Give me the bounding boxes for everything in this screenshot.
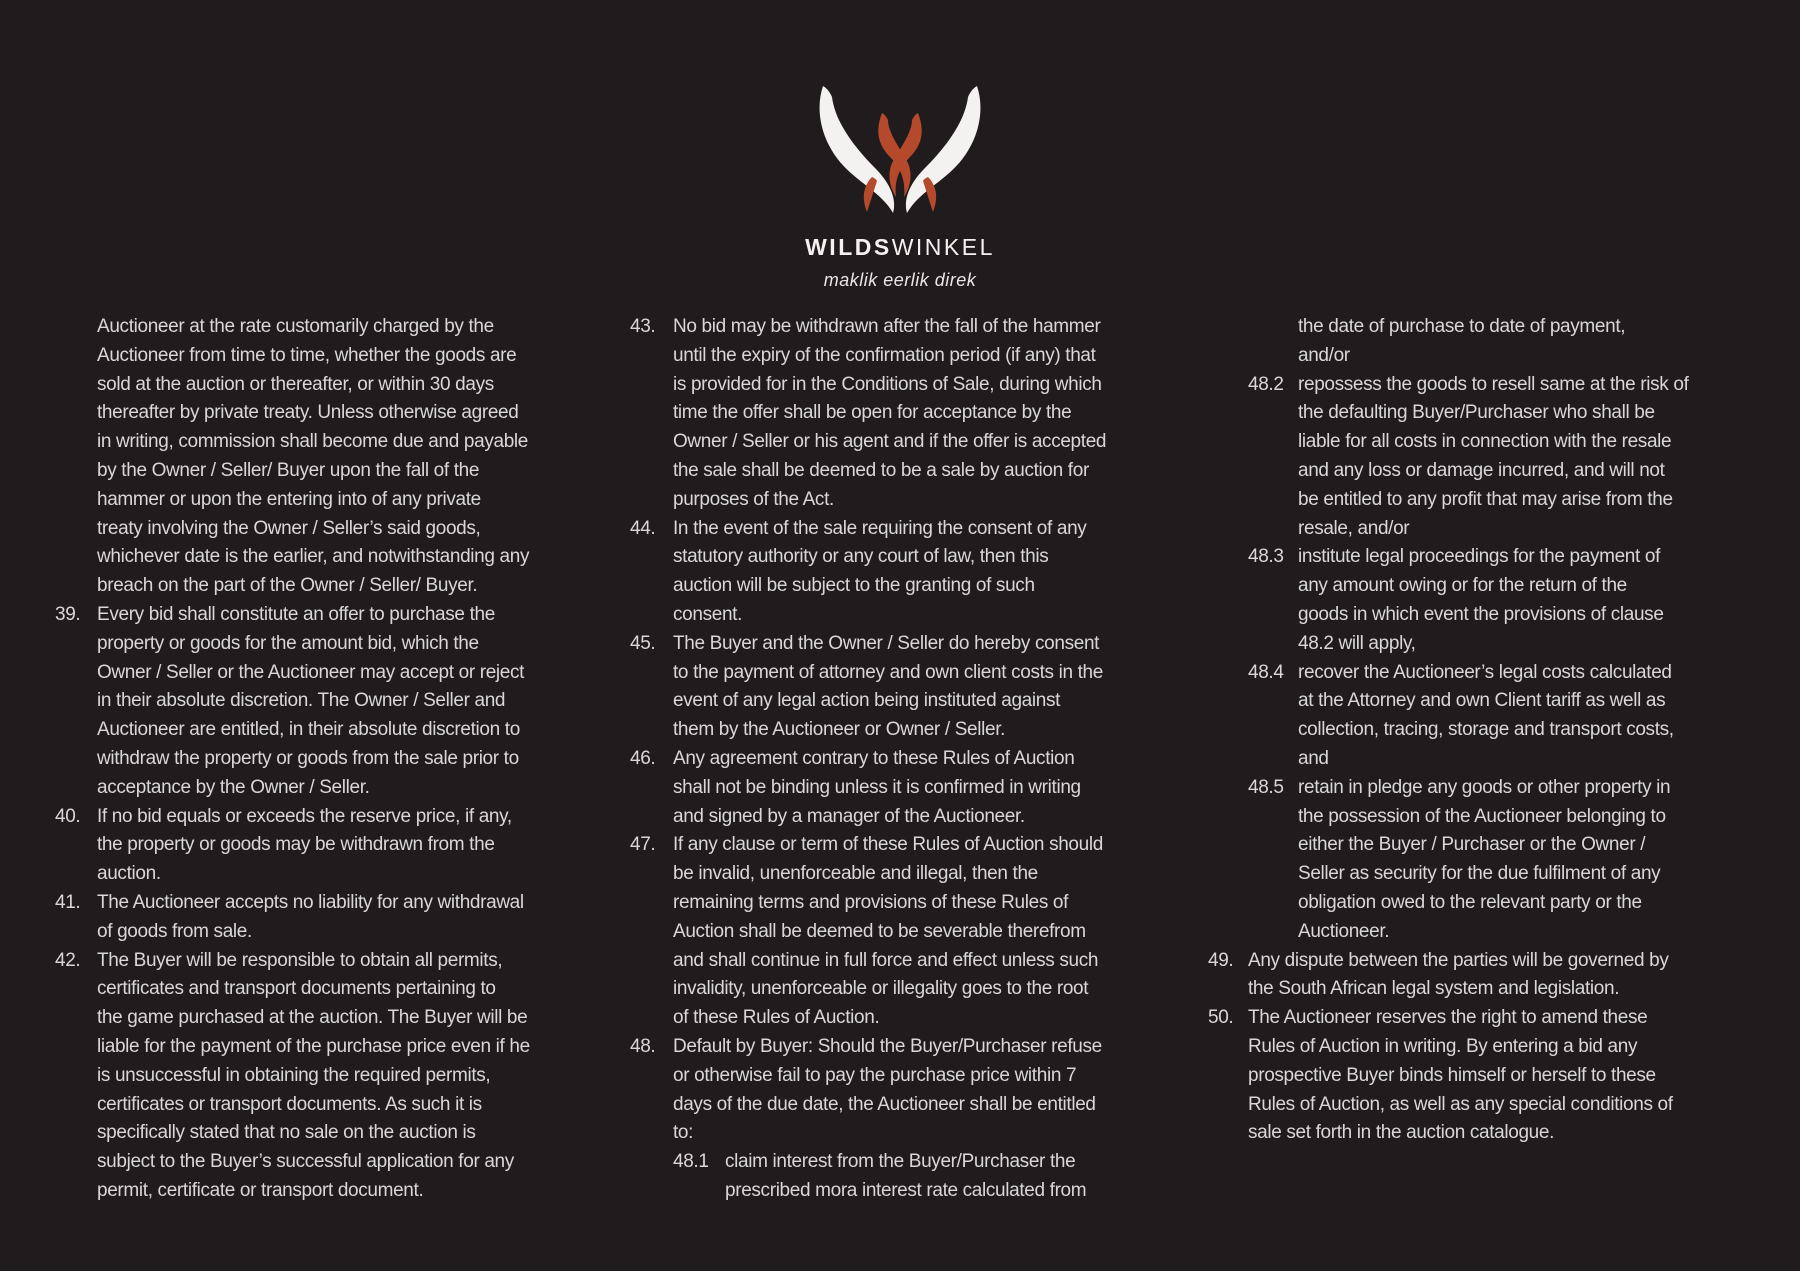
clause-text <box>1298 774 1788 947</box>
wildswinkel-horns-icon <box>812 84 988 226</box>
clause-text-line: treaty involving the Owner / Seller’s said goods, <box>97 517 481 539</box>
clause-43 <box>630 313 1200 515</box>
brand-wordmark-light: WINKEL <box>891 234 995 260</box>
clause-49 <box>1208 947 1788 1005</box>
clause-text-line: Rules of Auction in writing. By entering a bid any <box>1248 1035 1638 1057</box>
clause-text-line: auction will be subject to the granting of such <box>673 575 1035 597</box>
clause-text-line: the possession of the Auctioneer belonging to <box>1298 805 1666 827</box>
clause-continuation <box>55 313 620 601</box>
clause-number: 48.4 <box>1248 661 1284 683</box>
clause-text-line: liable for the payment of the purchase price even if he <box>97 1035 530 1057</box>
clause-text-line: institute legal proceedings for the payment of <box>1298 546 1661 568</box>
clause-text-line: acceptance by the Owner / Seller. <box>97 776 370 798</box>
clause-text <box>1298 313 1788 371</box>
clause-48 <box>630 1033 1200 1148</box>
clause-text-line: statutory authority or any court of law, then this <box>673 546 1049 568</box>
clause-number: 48.1 <box>673 1151 709 1173</box>
clause-text <box>97 601 620 803</box>
clause-text-line: The Auctioneer reserves the right to amend these <box>1248 1007 1648 1029</box>
clause-text-line: subject to the Buyer’s successful application for any <box>97 1151 514 1173</box>
clause-text <box>1248 947 1788 1005</box>
clause-text-line: Owner / Seller or the Auctioneer may accept or reject <box>97 661 525 683</box>
clause-text-line: purposes of the Act. <box>673 488 834 510</box>
clause-text-line: The Buyer and the Owner / Seller do hereby consent <box>673 632 1100 654</box>
clause-text <box>673 1033 1200 1148</box>
clause-text-line: Owner / Seller or his agent and if the offer is accepted <box>673 431 1107 453</box>
clause-number: 45. <box>630 632 656 654</box>
clause-text-line: obligation owed to the relevant party or the <box>1298 891 1642 913</box>
clause-text-line: Auctioneer at the rate customarily charged by the <box>97 316 494 337</box>
brand-wordmark-bold: WILDS <box>805 234 892 260</box>
clause-text <box>725 1148 1200 1206</box>
clause-text-line: hammer or upon the entering into of any private <box>97 488 481 510</box>
clause-text-line: auction. <box>97 863 161 885</box>
clause-text-line: Every bid shall constitute an offer to purchase the <box>97 603 495 625</box>
clause-number: 49. <box>1208 949 1234 971</box>
clause-text <box>1248 1004 1788 1148</box>
clause-number: 47. <box>630 834 656 856</box>
rules-column-1 <box>55 313 620 1206</box>
clause-number: 40. <box>55 805 81 827</box>
clause-text-line: consent. <box>673 603 743 625</box>
clause-text-line: thereafter by private treaty. Unless otherwise agreed <box>97 402 519 424</box>
clause-48-3 <box>1248 543 1788 658</box>
clause-text-line: resale, and/or <box>1298 517 1410 539</box>
clause-text-line: of goods from sale. <box>97 920 252 942</box>
horn-left-white <box>820 86 895 213</box>
clause-text <box>1298 371 1788 544</box>
clause-text-line: claim interest from the Buyer/Purchaser the <box>725 1151 1076 1173</box>
clause-text-line: them by the Auctioneer or Owner / Seller. <box>673 719 1006 741</box>
clause-text-line: If any clause or term of these Rules of Auction should <box>673 834 1103 856</box>
clause-text-line: Auctioneer are entitled, in their absolute discretion to <box>97 719 520 741</box>
clause-number: 41. <box>55 891 81 913</box>
brand-wordmark <box>0 234 1800 261</box>
clause-text-line: No bid may be withdrawn after the fall of the hammer <box>673 316 1101 337</box>
clause-number: 48. <box>630 1035 656 1057</box>
clause-text-line: shall not be binding unless it is confirmed in writing <box>673 776 1081 798</box>
clause-text-line: and <box>1298 747 1329 769</box>
clause-text <box>673 515 1200 630</box>
clause-text-line: certificates or transport documents. As such it is <box>97 1093 482 1115</box>
brand-tagline: maklik eerlik direk <box>823 270 977 290</box>
clause-text-line: recover the Auctioneer’s legal costs calculated <box>1298 661 1672 683</box>
clause-number: 43. <box>630 316 656 337</box>
clause-40 <box>55 803 620 889</box>
clause-text-line: to the payment of attorney and own client costs in the <box>673 661 1103 683</box>
clause-text-line: the sale shall be deemed to be a sale by auction for <box>673 459 1089 481</box>
clause-text-line: specifically stated that no sale on the auction is <box>97 1122 476 1144</box>
clause-text-line: the South African legal system and legislation. <box>1248 978 1620 1000</box>
clause-text <box>97 313 620 601</box>
clause-text <box>97 803 620 889</box>
clause-continuation <box>1248 313 1788 371</box>
clause-text-line: and any loss or damage incurred, and will not <box>1298 459 1665 481</box>
clause-text-line: In the event of the sale requiring the consent of any <box>673 517 1087 539</box>
clause-text-line: Auctioneer. <box>1298 920 1390 942</box>
clause-text-line: at the Attorney and own Client tariff as well as <box>1298 690 1666 712</box>
clause-text-line: and shall continue in full force and effect unless such <box>673 949 1099 971</box>
clause-number: 48.5 <box>1248 776 1284 798</box>
clause-text-line: collection, tracing, storage and transport costs, <box>1298 719 1674 741</box>
clause-text <box>1298 543 1788 658</box>
clause-48-2 <box>1248 371 1788 544</box>
clause-text-line: and signed by a manager of the Auctioneer. <box>673 805 1025 827</box>
clause-text-line: Auction shall be deemed to be severable therefrom <box>673 920 1086 942</box>
clause-text-line: sale set forth in the auction catalogue. <box>1248 1122 1555 1144</box>
clause-text-line: days of the due date, the Auctioneer shall be entitled <box>673 1093 1096 1115</box>
clause-46 <box>630 745 1200 831</box>
clause-text-line: permit, certificate or transport document. <box>97 1179 424 1201</box>
clause-number: 48.3 <box>1248 546 1284 568</box>
clause-number: 44. <box>630 517 656 539</box>
clause-48-5 <box>1248 774 1788 947</box>
clause-text-line: goods in which event the provisions of clause <box>1298 603 1664 625</box>
clause-text-line: prescribed mora interest rate calculated from <box>725 1179 1087 1201</box>
clause-text-line: Seller as security for the due fulfilment of any <box>1298 863 1661 885</box>
clause-text-line: The Buyer will be responsible to obtain all permits, <box>97 949 503 971</box>
clause-text-line: to: <box>673 1122 694 1144</box>
clause-text-line: retain in pledge any goods or other property in <box>1298 776 1671 798</box>
clause-50 <box>1208 1004 1788 1148</box>
horn-right-white <box>906 86 981 213</box>
clause-number: 50. <box>1208 1007 1234 1029</box>
clause-text-line: sold at the auction or thereafter, or within 30 days <box>97 373 494 395</box>
clause-text-line: is provided for in the Conditions of Sale, during which <box>673 373 1102 395</box>
clause-text <box>1298 659 1788 774</box>
clause-48-1 <box>673 1148 1200 1206</box>
clause-text-line: 48.2 will apply, <box>1298 632 1416 654</box>
clause-text-line: invalidity, unenforceable or illegality goes to the root <box>673 978 1089 1000</box>
clause-text-line: is unsuccessful in obtaining the required permits, <box>97 1064 491 1086</box>
clause-text-line: Any dispute between the parties will be governed by <box>1248 949 1669 971</box>
clause-text <box>97 947 620 1206</box>
clause-text-line: If no bid equals or exceeds the reserve price, if any, <box>97 805 512 827</box>
clause-text-line: Default by Buyer: Should the Buyer/Purchaser refuse <box>673 1035 1102 1057</box>
rules-column-3 <box>1208 313 1788 1148</box>
clause-text-line: or otherwise fail to pay the purchase price within 7 <box>673 1064 1077 1086</box>
clause-text-line: the property or goods may be withdrawn from the <box>97 834 495 856</box>
clause-text-line: The Auctioneer accepts no liability for any withdrawal <box>97 891 524 913</box>
clause-text-line: in their absolute discretion. The Owner / Seller and <box>97 690 506 712</box>
clause-text-line: Any agreement contrary to these Rules of Auction <box>673 747 1075 769</box>
clause-number: 39. <box>55 603 81 625</box>
clause-42 <box>55 947 620 1206</box>
logo-block <box>0 84 1800 291</box>
clause-41 <box>55 889 620 947</box>
clause-text-line: the date of purchase to date of payment, <box>1298 316 1626 337</box>
clause-text-line: and/or <box>1298 344 1350 366</box>
clause-text-line: until the expiry of the confirmation period (if any) that <box>673 344 1096 366</box>
clause-text-line: of these Rules of Auction. <box>673 1007 880 1029</box>
clause-text-line: event of any legal action being instituted against <box>673 690 1061 712</box>
clause-text <box>673 831 1200 1033</box>
clause-text-line: either the Buyer / Purchaser or the Owner / <box>1298 834 1646 856</box>
clause-44 <box>630 515 1200 630</box>
clause-text <box>97 889 620 947</box>
clause-39 <box>55 601 620 803</box>
clause-text-line: Auctioneer from time to time, whether the goods are <box>97 344 517 366</box>
clause-text-line: Rules of Auction, as well as any special conditions of <box>1248 1093 1673 1115</box>
clause-45 <box>630 630 1200 745</box>
clause-text <box>673 630 1200 745</box>
clause-text-line: any amount owing or for the return of the <box>1298 575 1627 597</box>
clause-number: 48.2 <box>1248 373 1284 395</box>
rules-column-2 <box>630 313 1200 1206</box>
clause-text-line: withdraw the property or goods from the sale prior to <box>97 747 519 769</box>
clause-text-line: certificates and transport documents pertaining to <box>97 978 496 1000</box>
clause-text-line: by the Owner / Seller/ Buyer upon the fall of the <box>97 459 480 481</box>
clause-text-line: time the offer shall be open for acceptance by the <box>673 402 1072 424</box>
clause-text-line: whichever date is the earlier, and notwithstanding any <box>97 546 530 568</box>
clause-text-line: be entitled to any profit that may arise from the <box>1298 488 1673 510</box>
clause-text-line: property or goods for the amount bid, which the <box>97 632 479 654</box>
clause-text-line: the game purchased at the auction. The Buyer will be <box>97 1007 528 1029</box>
clause-text-line: prospective Buyer binds himself or herself to these <box>1248 1064 1656 1086</box>
clause-text-line: repossess the goods to resell same at the risk of <box>1298 373 1689 395</box>
clause-48-4 <box>1248 659 1788 774</box>
clause-text <box>673 745 1200 831</box>
clause-text <box>673 313 1200 515</box>
clause-number: 42. <box>55 949 81 971</box>
clause-text-line: breach on the part of the Owner / Seller/ Buyer. <box>97 575 478 597</box>
clause-47 <box>630 831 1200 1033</box>
clause-text-line: in writing, commission shall become due and payable <box>97 431 528 453</box>
clause-text-line: remaining terms and provisions of these Rules of <box>673 891 1069 913</box>
clause-text-line: the defaulting Buyer/Purchaser who shall be <box>1298 402 1655 424</box>
clause-text-line: liable for all costs in connection with the resale <box>1298 431 1672 453</box>
clause-number: 46. <box>630 747 656 769</box>
clause-text-line: be invalid, unenforceable and illegal, then the <box>673 863 1038 885</box>
